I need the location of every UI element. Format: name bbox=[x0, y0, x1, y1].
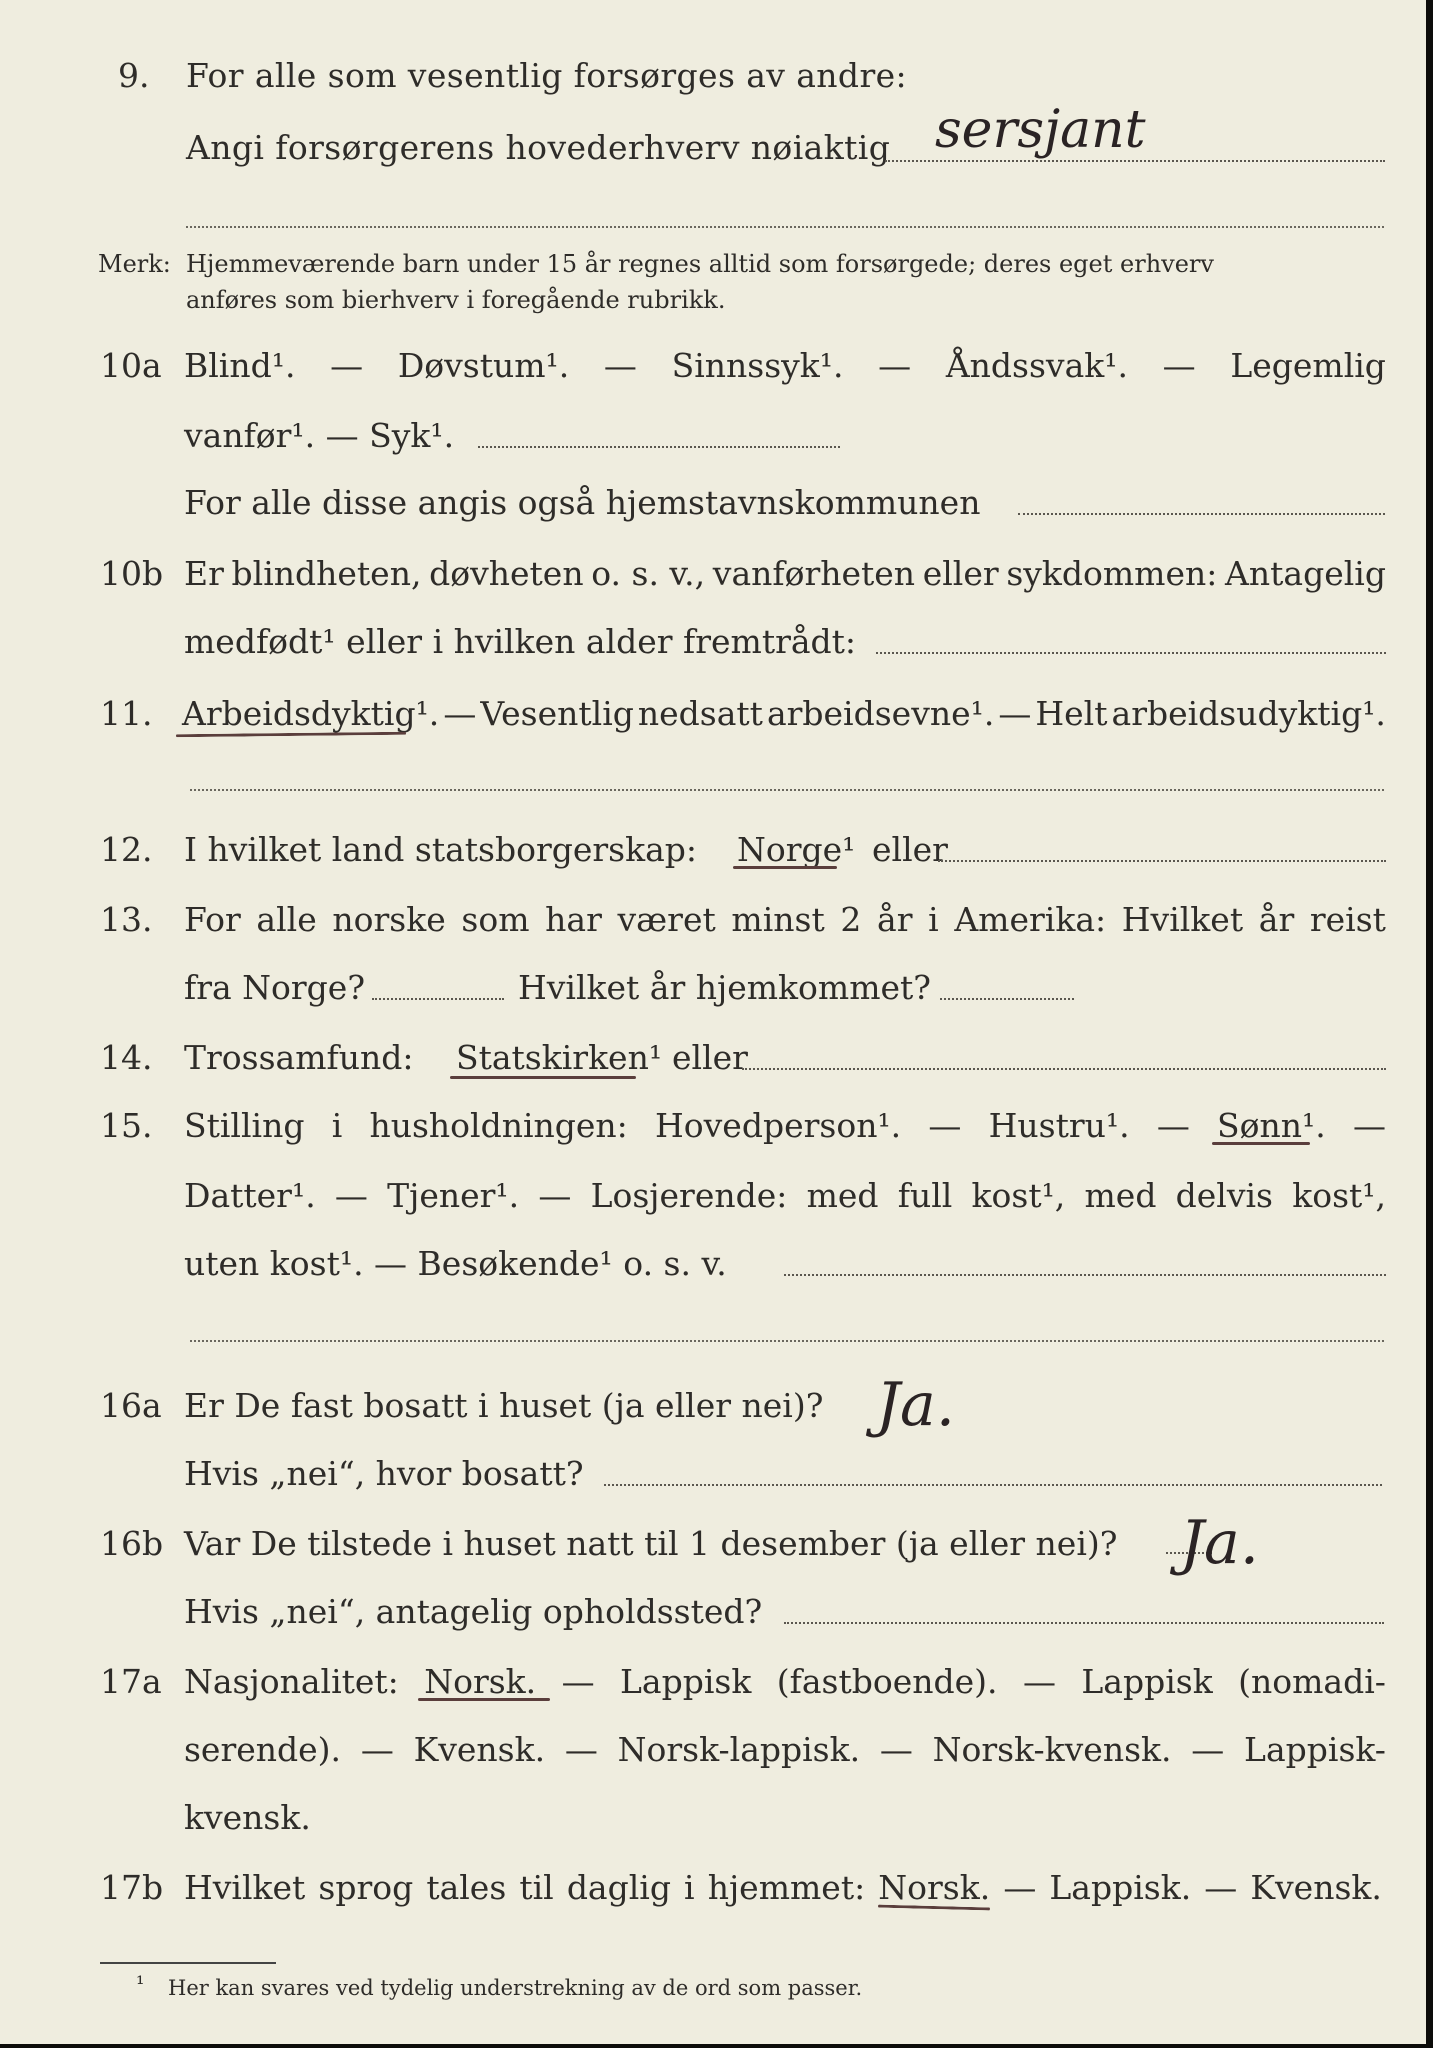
word: Hvilket bbox=[184, 1868, 306, 1907]
word: — bbox=[928, 1106, 962, 1145]
word: full bbox=[897, 1176, 953, 1215]
q9-answer-line bbox=[885, 160, 1385, 162]
word: — bbox=[879, 1730, 913, 1769]
q12-answer-line bbox=[938, 860, 1386, 862]
footnote-mark: ¹ bbox=[136, 1972, 145, 1996]
q16a-number: 16a bbox=[100, 1386, 162, 1425]
q15-number: 15. bbox=[100, 1106, 153, 1145]
q10a-answer-line bbox=[478, 446, 840, 448]
q16a-line1: Er De fast bosatt i huset (ja eller nei)? bbox=[184, 1386, 824, 1425]
q13-number: 13. bbox=[100, 900, 153, 939]
word: Arbeidsdyktig¹. bbox=[182, 694, 440, 733]
footnote-text: Her kan svares ved tydelig understrekning av de ord som passer. bbox=[168, 1976, 863, 2000]
merk-line1: Hjemmeværende barn under 15 år regnes alltid som forsørgede; deres eget erhverv bbox=[186, 250, 1214, 278]
word: Lappisk bbox=[620, 1662, 752, 1701]
word: Tjener¹. bbox=[387, 1176, 520, 1215]
word: Åndssvak¹. bbox=[945, 346, 1128, 385]
word: i bbox=[928, 900, 939, 939]
q10b-line2: medfødt¹ eller i hvilken alder fremtrådt: bbox=[184, 622, 857, 661]
word: Losjerende: bbox=[590, 1176, 788, 1215]
q16b-number: 16b bbox=[100, 1524, 164, 1563]
word: med bbox=[806, 1176, 879, 1215]
word: Kvensk. bbox=[1250, 1868, 1382, 1907]
q16b-handwritten-answer: Ja. bbox=[1180, 1508, 1259, 1578]
q14-option-statskirken: Statskirken¹ bbox=[456, 1038, 663, 1077]
word: til bbox=[519, 1868, 554, 1907]
merk-line2: anføres som bierhverv i foregående rubrikk. bbox=[186, 286, 726, 314]
merk-label: Merk: bbox=[98, 250, 171, 278]
q12-tail: eller bbox=[872, 830, 948, 869]
word: — bbox=[1352, 1106, 1386, 1145]
word: — bbox=[334, 1176, 368, 1215]
word: nedsatt bbox=[637, 694, 763, 733]
word: sykdommen: bbox=[1006, 554, 1218, 593]
word: delvis bbox=[1175, 1176, 1273, 1215]
q14-underline-mark bbox=[450, 1076, 636, 1079]
word: — bbox=[1191, 1730, 1225, 1769]
q14-answer-line bbox=[742, 1068, 1386, 1070]
word: Stilling bbox=[184, 1106, 305, 1145]
word: Norsk. bbox=[878, 1868, 991, 1907]
q16b-line1: Var De tilstede i huset natt til 1 desember (ja eller nei)? bbox=[184, 1524, 1118, 1563]
word: Blind¹. bbox=[184, 346, 296, 385]
q17a-underline-mark bbox=[418, 1698, 550, 1701]
word: Norsk-kvensk. bbox=[932, 1730, 1172, 1769]
q14-text: Trossamfund: bbox=[184, 1038, 414, 1077]
word: som bbox=[461, 900, 530, 939]
word: Datter¹. bbox=[184, 1176, 316, 1215]
word: — bbox=[360, 1730, 394, 1769]
q17b-number: 17b bbox=[100, 1868, 164, 1907]
word: arbeidsudyktig¹. bbox=[1111, 694, 1386, 733]
word: døvheten bbox=[429, 554, 584, 593]
word: Sinnssyk¹. bbox=[671, 346, 844, 385]
word: Kvensk. bbox=[413, 1730, 546, 1769]
q9-line2: Angi forsørgerens hovederhverv nøiaktig bbox=[186, 128, 891, 167]
word: Lappisk bbox=[1081, 1662, 1213, 1701]
word: Sønn¹. bbox=[1217, 1106, 1326, 1145]
word: år bbox=[877, 900, 913, 939]
word: husholdningen: bbox=[369, 1106, 628, 1145]
q12-text: I hvilket land statsborgerskap: bbox=[184, 830, 698, 869]
q10b-answer-line bbox=[876, 652, 1386, 654]
word: Antagelig bbox=[1225, 554, 1386, 593]
q11-number: 11. bbox=[100, 694, 153, 733]
word: sprog bbox=[318, 1868, 414, 1907]
q14-tail: eller bbox=[672, 1038, 748, 1077]
word: — bbox=[1156, 1106, 1190, 1145]
word: — bbox=[1003, 1868, 1037, 1907]
word: Hovedperson¹. bbox=[655, 1106, 902, 1145]
q10a-number: 10a bbox=[100, 346, 162, 385]
q16a-line2: Hvis „nei“, hvor bosatt? bbox=[184, 1454, 584, 1493]
word: kost¹, bbox=[1292, 1176, 1386, 1215]
word: (fastboende). bbox=[776, 1662, 998, 1701]
q14-number: 14. bbox=[100, 1038, 153, 1077]
word: Norsk-lappisk. bbox=[617, 1730, 861, 1769]
word: — bbox=[998, 694, 1032, 733]
word: Lappisk- bbox=[1244, 1730, 1386, 1769]
word: Vesentlig bbox=[480, 694, 634, 733]
q9-line1: For alle som vesentlig forsørges av andre: bbox=[186, 56, 908, 95]
q9-number: 9. bbox=[118, 56, 150, 95]
q13-reist-line bbox=[372, 998, 504, 1000]
q9-handwritten-answer: sersjant bbox=[935, 100, 1146, 160]
word: Norsk. bbox=[424, 1662, 537, 1701]
word: har bbox=[545, 900, 602, 939]
q10a-line1 bbox=[184, 346, 1386, 386]
word: norske bbox=[332, 900, 446, 939]
q13-line2a: fra Norge? bbox=[184, 968, 366, 1007]
footnote-rule bbox=[100, 1962, 276, 1964]
word: vanførheten bbox=[712, 554, 916, 593]
word: — bbox=[443, 694, 477, 733]
word: minst bbox=[731, 900, 825, 939]
word: været bbox=[617, 900, 716, 939]
word: 2 bbox=[840, 900, 862, 939]
word: — bbox=[1204, 1868, 1238, 1907]
q12-option-norge: Norge¹ bbox=[737, 830, 856, 869]
word: Amerika: bbox=[954, 900, 1107, 939]
word: — bbox=[330, 346, 364, 385]
q17a-line2 bbox=[184, 1730, 1386, 1770]
word: i bbox=[331, 1106, 343, 1145]
q12-number: 12. bbox=[100, 830, 153, 869]
word: Er bbox=[184, 554, 224, 593]
q10a-kommune-line bbox=[1018, 513, 1385, 515]
q17a-number: 17a bbox=[100, 1662, 162, 1701]
word: Hustru¹. bbox=[988, 1106, 1130, 1145]
q15-line2 bbox=[184, 1176, 1386, 1216]
q15-line1 bbox=[184, 1106, 1386, 1146]
word: o. s. v., bbox=[591, 554, 706, 593]
q10a-line3: For alle disse angis også hjemstavnskommunen bbox=[184, 483, 981, 522]
q10a-line2: vanfør¹. — Syk¹. bbox=[184, 416, 455, 455]
q9-extra-line bbox=[186, 226, 1384, 228]
q15-underline-mark bbox=[1212, 1142, 1310, 1145]
q11-extra-line bbox=[190, 789, 1384, 791]
q10b-line1 bbox=[184, 554, 1386, 594]
q12-underline-mark bbox=[733, 866, 837, 869]
word: i bbox=[684, 1868, 695, 1907]
word: Legemlig bbox=[1230, 346, 1386, 385]
word: — bbox=[561, 1662, 595, 1701]
word: — bbox=[538, 1176, 572, 1215]
q16a-handwritten-answer: Ja. bbox=[876, 1370, 955, 1440]
word: tales bbox=[426, 1868, 507, 1907]
word: år bbox=[1258, 900, 1295, 939]
q17a-line3: kvensk. bbox=[184, 1798, 311, 1837]
word: Døvstum¹. bbox=[397, 346, 570, 385]
word: — bbox=[603, 346, 637, 385]
word: kost¹, bbox=[971, 1176, 1066, 1215]
q15-extra-line bbox=[190, 1340, 1384, 1342]
q13-line2b: Hvilket år hjemkommet? bbox=[518, 968, 931, 1007]
word: — bbox=[1162, 346, 1196, 385]
word: Helt bbox=[1035, 694, 1108, 733]
q16a-bosatt-line bbox=[604, 1484, 1382, 1486]
q16b-line2: Hvis „nei“, antagelig opholdssted? bbox=[184, 1592, 763, 1631]
q16b-opholdssted-line bbox=[784, 1622, 1384, 1624]
word: Nasjonalitet: bbox=[184, 1662, 399, 1701]
q13-hjemkommet-line bbox=[940, 998, 1074, 1000]
word: med bbox=[1084, 1176, 1157, 1215]
word: daglig bbox=[566, 1868, 671, 1907]
word: — bbox=[1022, 1662, 1056, 1701]
word: — bbox=[564, 1730, 598, 1769]
q15-line3: uten kost¹. — Besøkende¹ o. s. v. bbox=[184, 1244, 727, 1283]
word: hjemmet: bbox=[707, 1868, 866, 1907]
q13-line1 bbox=[184, 900, 1386, 940]
word: reist bbox=[1309, 900, 1386, 939]
word: Lappisk. bbox=[1049, 1868, 1192, 1907]
q10b-number: 10b bbox=[100, 554, 164, 593]
word: arbeidsevne¹. bbox=[766, 694, 995, 733]
word: (nomadi- bbox=[1238, 1662, 1386, 1701]
word: For bbox=[184, 900, 241, 939]
word: serende). bbox=[184, 1730, 342, 1769]
q17b-line1 bbox=[184, 1868, 1382, 1908]
word: alle bbox=[256, 900, 317, 939]
word: eller bbox=[922, 554, 999, 593]
word: — bbox=[878, 346, 912, 385]
q11-line1 bbox=[182, 694, 1386, 734]
q15-answer-line bbox=[784, 1274, 1386, 1276]
q17a-line1 bbox=[184, 1662, 1386, 1702]
word: Hvilket bbox=[1121, 900, 1244, 939]
word: blindheten, bbox=[231, 554, 422, 593]
